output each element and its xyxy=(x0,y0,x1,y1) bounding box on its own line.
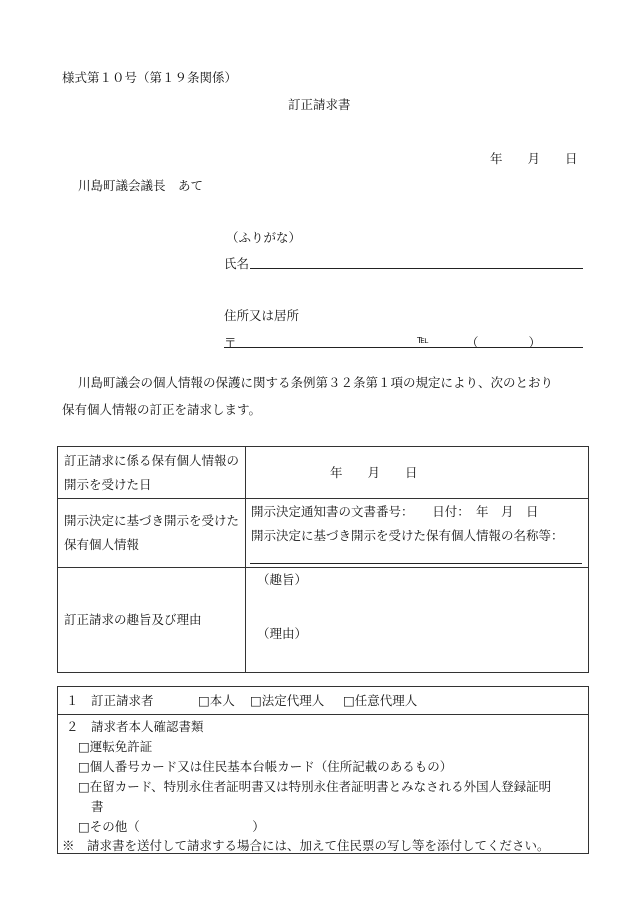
reason-label: （理由） xyxy=(257,626,308,641)
tel-paren: （ ） xyxy=(466,335,542,350)
info-name-label: 開示決定に基づき開示を受けた保有個人情報の名称等： xyxy=(251,528,564,543)
checkbox-other[interactable]: □その他（ ） xyxy=(78,819,265,834)
residence-card-continued: 書 xyxy=(91,799,104,814)
checkbox-legal-agent[interactable]: □法定代理人 xyxy=(250,693,325,708)
row2-label: 開示決定に基づき開示を受けた保有個人情報 xyxy=(64,513,240,552)
request-table xyxy=(57,446,589,673)
address-field[interactable] xyxy=(224,347,583,348)
requester-label: １ 訂正請求者 xyxy=(66,693,154,708)
mailing-note: ※ 請求書を送付して請求する場合には、加えて住民票の写し等を添付してください。 xyxy=(62,838,550,853)
row1-label: 訂正請求に係る保有個人情報の開示を受けた日 xyxy=(64,453,240,492)
postal-mark: 〒 xyxy=(224,335,237,350)
form-title: 訂正請求書 xyxy=(288,97,351,112)
row3-label: 訂正請求の趣旨及び理由 xyxy=(64,612,202,627)
form-number: 様式第１０号（第１９条関係） xyxy=(62,70,238,85)
checkbox-my-number-card[interactable]: □個人番号カード又は住民基本台帳カード（住所記載のあるもの） xyxy=(78,759,453,774)
addressee: 川島町議会議長 あて xyxy=(78,178,204,193)
furigana-label: （ふりがな） xyxy=(226,230,302,245)
date-line: 年 月 日 xyxy=(490,151,578,166)
purpose-label: （趣旨） xyxy=(257,572,308,587)
intro-line-1: 川島町議会の個人情報の保護に関する条例第３２条第１項の規定により、次のとおり xyxy=(78,375,554,390)
doc-number-line[interactable]: 開示決定通知書の文書番号： 日付： 年 月 日 xyxy=(251,504,539,519)
row-divider-2 xyxy=(58,567,588,568)
checkbox-voluntary-agent[interactable]: □任意代理人 xyxy=(343,693,418,708)
checkbox-self[interactable]: □本人 xyxy=(198,693,235,708)
tel-mark: ℡ xyxy=(417,333,429,346)
identity-docs-label: ２ 請求者本人確認書類 xyxy=(66,719,204,734)
row-divider-1 xyxy=(58,498,588,499)
name-label: 氏名 xyxy=(224,256,250,271)
address-label: 住所又は居所 xyxy=(224,308,300,323)
info-name-field[interactable] xyxy=(250,563,582,564)
table-divider xyxy=(245,447,246,672)
box-divider xyxy=(58,714,588,715)
intro-line-2: 保有個人情報の訂正を請求します。 xyxy=(62,402,262,417)
checkbox-residence-card[interactable]: □在留カード、特別永住者証明書又は特別永住者証明書とみなされる外国人登録証明 xyxy=(78,779,552,794)
disclosure-date[interactable]: 年 月 日 xyxy=(330,465,418,480)
name-field[interactable] xyxy=(250,268,583,269)
checkbox-drivers-license[interactable]: □運転免許証 xyxy=(78,739,153,754)
requester-box xyxy=(57,686,589,854)
